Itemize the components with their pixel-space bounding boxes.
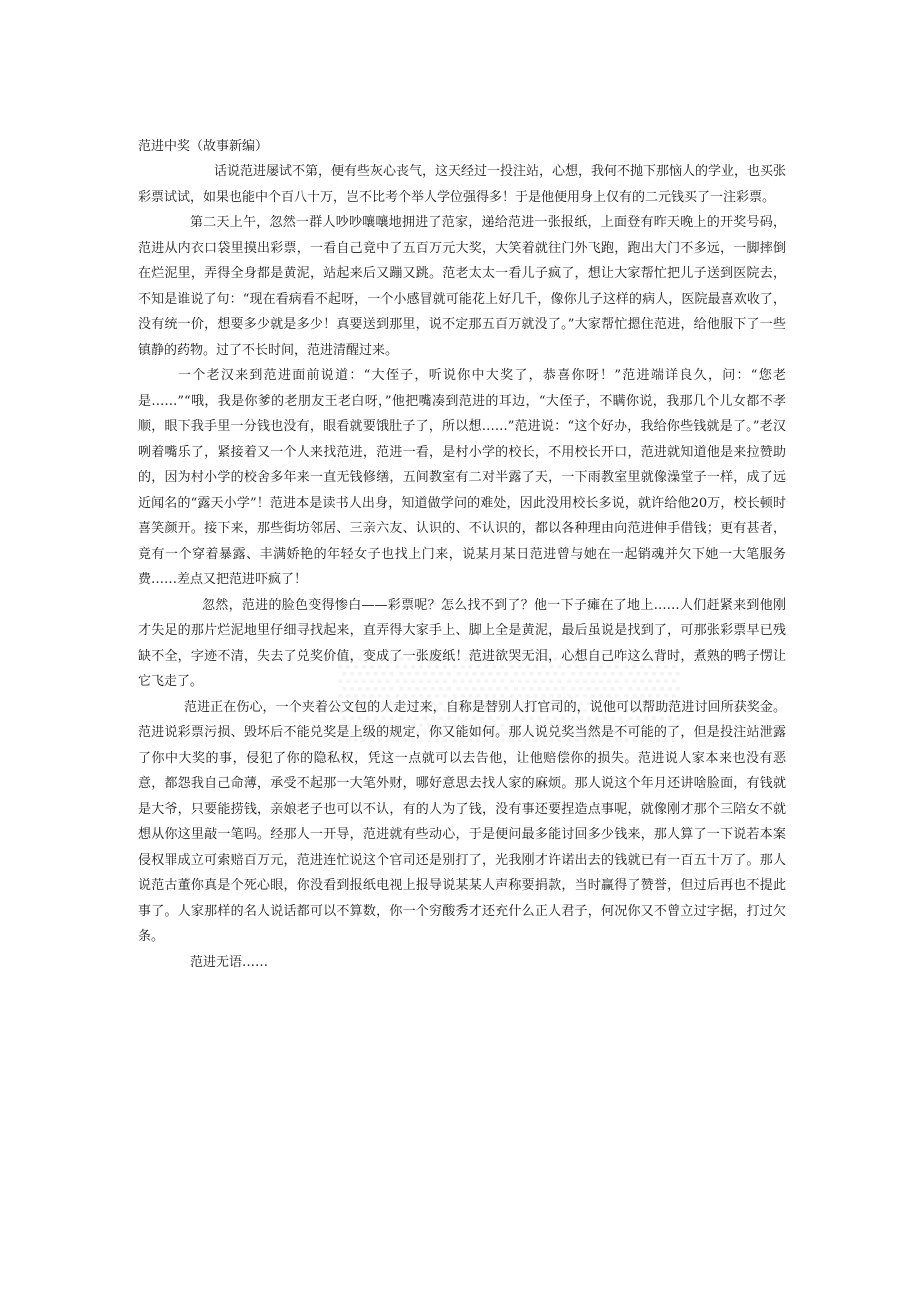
paragraph-1: 话说范进屡试不第，便有些灰心丧气，这天经过一投注站，心想，我何不抛下那恼人的学业，也买张彩票试试，如果也能中个百八十万，岂不比考个举人学位强得多！于是他便用身上仅有的二元钱买了一注彩票。 bbox=[138, 164, 787, 205]
paragraph-5: 范进正在伤心，一个夹着公文包的人走过来，自称是替别人打官司的，说他可以帮助范进讨回所获奖金。范进说彩票污损、毁坏后不能兑奖是上级的规定，你又能如何。那人说兑奖当然是不可能的了，但是投注站泄露了你中大奖的事，侵犯了你的隐私权，凭这一点就可以去告他，让他赔偿你的损失。范进说人家本来也没有恶意，都怨我自己命薄，承受不起那一大笔外财，哪好意思去找人家的麻烦。那人说这个年月还讲啥脸面，有钱就是大爷，只要能捞钱，亲娘老子也可以不认，有的人为了钱，没有事还要捏造点事呢，就像刚才那个三陪女不就想从你这里敲一笔吗。经那人一开导，范进就有些动心，于是便问最多能讨回多少钱来，那人算了一下说若本案侵权罪成立可索赔百万元，范进连忙说这个官司还是别打了，光我刚才许诺出去的钱就已有一百五十万了。那人说范古董你真是个死心眼，你没看到报纸电视上报导说某某人声称要捐款，当时赢得了赞誉，但过后再也不提此事了。人家那样的名人说话都可以不算数，你一个穷酸秀才还充什么正人君子，何况你又不曾立过字据，打过欠条。 bbox=[138, 699, 786, 944]
paragraph-2: 第二天上午，忽然一群人吵吵嚷嚷地拥进了范家，递给范进一张报纸，上面登有昨天晚上的开奖号码，范进从内衣口袋里摸出彩票，一看自己竟中了五百万元大奖，大笑着就往门外飞跑，跑出大门不多远，一脚摔倒在烂泥里，弄得全身都是黄泥，站起来后又蹦又跳。范老太太一看儿子疯了，想让大家帮忙把儿子送到医院去，不知是谁说了句：“现在看病看不起呀，一个小感冒就可能花上好几千，像你儿子这样的病人，医院最喜欢收了，没有统一价，想要多少就是多少！真要送到那里，说不定那五百万就没了。”大家帮忙摁住范进，给他服下了一些镇静的药物。过了不长时间，范进清醒过来。 bbox=[138, 215, 786, 358]
document-title: 范进中奖（故事新编） bbox=[138, 139, 269, 154]
paragraph-4: 忽然，范进的脸色变得惨白——彩票呢？怎么找不到了？他一下子瘫在了地上……人们赶紧来到他刚才失足的那片烂泥地里仔细寻找起来，直弄得大家手上、脚上全是黄泥，最后虽说是找到了，可那张彩票早已残缺不全，字迹不清，失去了兑奖价值，变成了一张废纸！范进欲哭无泪，心想自己咋这么背时，煮熟的鸭子愣让它飞走了。 bbox=[138, 597, 786, 689]
paragraph-6: 范进无语…… bbox=[190, 954, 269, 970]
paragraph-3: 一个老汉来到范进面前说道：“大侄子，听说你中大奖了，恭喜你呀！”范进端详良久，问：“您老是……”“哦，我是你爹的老朋友王老白呀，”他把嘴凑到范进的耳边，“大侄子，不瞒你说，我那几个儿女都不孝顺，眼下我手里一分钱也没有，眼看就要饿肚子了，所以想……”范进说：“这个好办，我给你些钱就是了。”老汉咧着嘴乐了，紧接着又一个人来找范进，范进一看，是村小学的校长，不用校长开口，范进就知道他是来拉赞助的，因为村小学的校舍多年来一直无钱修缮，五间教室有二对半露了天，一下雨教室里就像澡堂子一样，成了远近闻名的“露天小学”！范进本是读书人出身，知道做学问的难处，因此没用校长多说，就许给他20万，校长顿时喜笑颜开。接下来，那些街坊邻居、三亲六友、认识的、不认识的，都以各种理由向范进伸手借钱；更有甚者，竟有一个穿着暴露、丰满娇艳的年轻女子也找上门来，说某月某日范进曾与她在一起销魂并欠下她一大笔服务费……差点又把范进吓疯了！ bbox=[138, 368, 786, 587]
document-body bbox=[138, 134, 786, 975]
